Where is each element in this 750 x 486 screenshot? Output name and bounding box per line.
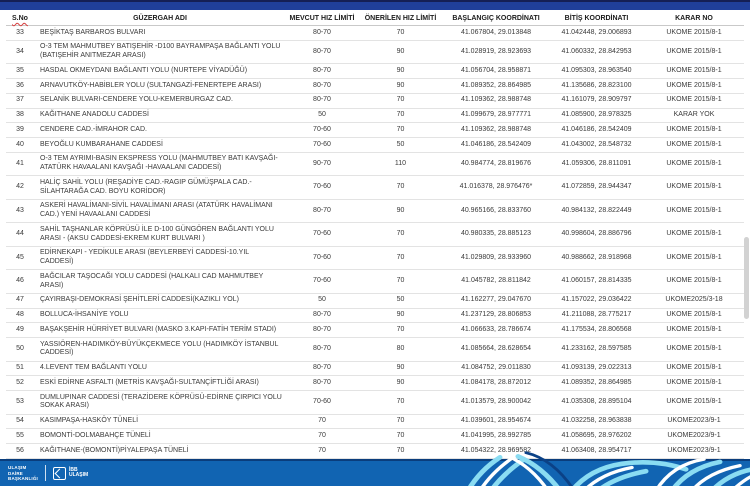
cell-start-coordinate: 41.084752, 29.011830 [443, 361, 549, 376]
cell-decision-no: UKOME 2015/8-1 [644, 93, 744, 108]
table-row [6, 64, 744, 79]
cell-current-limit: 80-70 [286, 93, 358, 108]
cell-sno: 40 [6, 138, 34, 153]
cell-proposed-limit: 70 [358, 391, 443, 415]
cell-sno: 42 [6, 176, 34, 200]
cell-decision-no: UKOME2023/9-1 [644, 414, 744, 429]
transport-department-logo [8, 465, 38, 481]
cell-end-coordinate: 41.063408, 28.954717 [549, 444, 644, 459]
footer-wave-pattern [460, 461, 750, 486]
cell-start-coordinate: 41.054322, 28.969582 [443, 444, 549, 459]
cell-decision-no: UKOME 2015/8-1 [644, 123, 744, 138]
top-title-bar [0, 0, 750, 10]
cell-sno: 34 [6, 40, 34, 64]
cell-proposed-limit: 70 [358, 323, 443, 338]
table-row [6, 79, 744, 94]
cell-sno: 37 [6, 93, 34, 108]
cell-start-coordinate: 41.089352, 28.864985 [443, 79, 549, 94]
cell-start-coordinate: 41.016378, 28.976476* [443, 176, 549, 200]
table-row [6, 338, 744, 362]
table-row [6, 391, 744, 415]
cell-route-name: BEYOĞLU KUMBARAHANE CADDESİ [34, 138, 286, 153]
cell-decision-no: UKOME 2015/8-1 [644, 270, 744, 294]
cell-decision-no: UKOME2025/3-18 [644, 293, 744, 308]
cell-sno: 36 [6, 79, 34, 94]
cell-end-coordinate: 41.059306, 28.811091 [549, 152, 644, 176]
cell-sno: 41 [6, 152, 34, 176]
table-row [6, 293, 744, 308]
cell-route-name: SELANİK BULVARI-CENDERE YOLU-KEMERBURGAZ CAD. [34, 93, 286, 108]
cell-start-coordinate: 41.046186, 28.542409 [443, 138, 549, 153]
cell-current-limit: 80-70 [286, 40, 358, 64]
table-row [6, 223, 744, 247]
cell-current-limit: 70 [286, 414, 358, 429]
cell-sno: 45 [6, 246, 34, 270]
ibb-ulasim-label [69, 468, 88, 480]
cell-route-name: BEŞİKTAŞ BARBAROS BULVARI [34, 26, 286, 41]
cell-proposed-limit: 90 [358, 361, 443, 376]
cell-proposed-limit: 70 [358, 123, 443, 138]
cell-sno: 46 [6, 270, 34, 294]
cell-start-coordinate: 41.013579, 28.900042 [443, 391, 549, 415]
cell-route-name: O-3 TEM MAHMUTBEY BATIŞEHİR -D100 BAYRAMPAŞA BAĞLANTI YOLU (BATIŞEHİR ANITMEZAR ARASI) [34, 40, 286, 64]
cell-proposed-limit: 90 [358, 308, 443, 323]
cell-decision-no: UKOME2023/9-1 [644, 444, 744, 459]
cell-sno: 43 [6, 199, 34, 223]
cell-decision-no: UKOME 2015/8-1 [644, 176, 744, 200]
cell-current-limit: 70-60 [286, 176, 358, 200]
ibb-line-1: İBB [69, 466, 78, 473]
cell-current-limit: 70 [286, 444, 358, 459]
cell-end-coordinate: 41.060332, 28.842953 [549, 40, 644, 64]
cell-current-limit: 80-70 [286, 308, 358, 323]
cell-start-coordinate: 41.109362, 28.988748 [443, 93, 549, 108]
cell-route-name: SAHİL TAŞHANLAR KÖPRÜSÜ İLE D-100 GÜNGÖREN BAĞLANTI YOLU ARASI - (AKSU CADDESİ-EKREM KURT BULVARI ) [34, 223, 286, 247]
table-row [6, 376, 744, 391]
cell-end-coordinate: 41.135686, 28.823100 [549, 79, 644, 94]
cell-current-limit: 80-70 [286, 26, 358, 41]
table-row [6, 40, 744, 64]
table-row [6, 444, 744, 459]
cell-proposed-limit: 90 [358, 64, 443, 79]
cell-sno: 44 [6, 223, 34, 247]
cell-decision-no: UKOME 2015/8-1 [644, 26, 744, 41]
cell-end-coordinate: 41.233162, 28.597585 [549, 338, 644, 362]
org-line-1: ULAŞIM [8, 465, 27, 471]
col-header-proposed-limit: ÖNERİLEN HIZ LİMİTİ [358, 12, 443, 26]
cell-proposed-limit: 70 [358, 93, 443, 108]
cell-start-coordinate: 41.085664, 28.628654 [443, 338, 549, 362]
table-row [6, 323, 744, 338]
cell-decision-no: UKOME 2015/8-1 [644, 308, 744, 323]
cell-current-limit: 70-60 [286, 223, 358, 247]
cell-proposed-limit: 90 [358, 376, 443, 391]
cell-start-coordinate: 41.162277, 29.047670 [443, 293, 549, 308]
table-row [6, 138, 744, 153]
ibb-ulasim-logo [53, 467, 88, 480]
cell-route-name: BAŞAKŞEHİR HÜRRİYET BULVARI (MASKO 3.KAPI-FATİH TERİM STADI) [34, 323, 286, 338]
cell-end-coordinate: 40.984132, 28.822449 [549, 199, 644, 223]
cell-decision-no: UKOME 2015/8-1 [644, 361, 744, 376]
table-area [0, 10, 750, 459]
cell-proposed-limit: 90 [358, 40, 443, 64]
ibb-line-2: ULAŞIM [69, 472, 89, 479]
table-row [6, 361, 744, 376]
cell-current-limit: 50 [286, 293, 358, 308]
cell-end-coordinate: 41.060157, 28.814335 [549, 270, 644, 294]
cell-current-limit: 70-60 [286, 246, 358, 270]
speed-limit-table [6, 12, 744, 459]
ibb-ulasim-icon [53, 467, 66, 480]
cell-route-name: ARNAVUTKÖY-HABİBLER YOLU (SULTANGAZİ-FENERTEPE ARASI) [34, 79, 286, 94]
cell-start-coordinate: 40.984774, 28.819676 [443, 152, 549, 176]
cell-decision-no: UKOME 2015/8-1 [644, 223, 744, 247]
cell-current-limit: 70-60 [286, 270, 358, 294]
cell-sno: 48 [6, 308, 34, 323]
cell-route-name: BOMONTİ-DOLMABAHÇE TÜNELİ [34, 429, 286, 444]
table-row [6, 270, 744, 294]
cell-current-limit: 70-60 [286, 138, 358, 153]
cell-end-coordinate: 41.085900, 28.978325 [549, 108, 644, 123]
cell-current-limit: 80-70 [286, 199, 358, 223]
cell-end-coordinate: 40.988662, 28.918968 [549, 246, 644, 270]
cell-decision-no: UKOME 2015/8-1 [644, 138, 744, 153]
cell-current-limit: 70-60 [286, 123, 358, 138]
cell-end-coordinate: 41.093139, 29.022313 [549, 361, 644, 376]
cell-proposed-limit: 110 [358, 152, 443, 176]
cell-start-coordinate: 41.084178, 28.872012 [443, 376, 549, 391]
cell-sno: 35 [6, 64, 34, 79]
table-row [6, 26, 744, 41]
cell-decision-no: KARAR YOK [644, 108, 744, 123]
cell-route-name: KAĞITHANE-(BOMONTİ)PİYALEPAŞA TÜNELİ [34, 444, 286, 459]
cell-start-coordinate: 41.041995, 28.992785 [443, 429, 549, 444]
cell-current-limit: 90-70 [286, 152, 358, 176]
cell-proposed-limit: 90 [358, 79, 443, 94]
table-header-row [6, 12, 744, 26]
cell-decision-no: UKOME 2015/8-1 [644, 323, 744, 338]
cell-route-name: ÇAYIRBAŞI-DEMOKRASİ ŞEHİTLERİ CADDESİ(KAZIKLI YOL) [34, 293, 286, 308]
cell-proposed-limit: 80 [358, 338, 443, 362]
cell-start-coordinate: 41.237129, 28.806853 [443, 308, 549, 323]
table-row [6, 152, 744, 176]
cell-start-coordinate: 41.045782, 28.811842 [443, 270, 549, 294]
col-header-start-coordinate: BAŞLANGIÇ KOORDİNATI [443, 12, 549, 26]
cell-proposed-limit: 70 [358, 270, 443, 294]
cell-start-coordinate: 41.099679, 28.977771 [443, 108, 549, 123]
cell-current-limit: 80-70 [286, 376, 358, 391]
cell-decision-no: UKOME 2015/8-1 [644, 40, 744, 64]
cell-sno: 51 [6, 361, 34, 376]
cell-sno: 53 [6, 391, 34, 415]
cell-route-name: ESKİ EDİRNE ASFALTI (METRİS KAVŞAĞI-SULTANÇİFTLİĞİ ARASI) [34, 376, 286, 391]
cell-current-limit: 50 [286, 108, 358, 123]
cell-end-coordinate: 41.211088, 28.775217 [549, 308, 644, 323]
col-header-end-coordinate: BİTİŞ KOORDİNATI [549, 12, 644, 26]
footer-bar [0, 459, 750, 486]
cell-route-name: HASDAL OKMEYDANI BAĞLANTI YOLU (NURTEPE VİYADÜĞÜ) [34, 64, 286, 79]
cell-proposed-limit: 70 [358, 444, 443, 459]
cell-sno: 52 [6, 376, 34, 391]
cell-proposed-limit: 70 [358, 176, 443, 200]
cell-start-coordinate: 41.056704, 28.958871 [443, 64, 549, 79]
cell-decision-no: UKOME 2015/8-1 [644, 79, 744, 94]
cell-end-coordinate: 41.043002, 28.548732 [549, 138, 644, 153]
cell-proposed-limit: 70 [358, 26, 443, 41]
col-header-sno-label: S.No [12, 15, 28, 22]
cell-decision-no: UKOME 2015/8-1 [644, 64, 744, 79]
cell-current-limit: 70 [286, 429, 358, 444]
cell-decision-no: UKOME 2015/8-1 [644, 338, 744, 362]
cell-end-coordinate: 40.998604, 28.886796 [549, 223, 644, 247]
cell-current-limit: 80-70 [286, 361, 358, 376]
cell-decision-no: UKOME 2015/8-1 [644, 199, 744, 223]
cell-start-coordinate: 41.029809, 28.933960 [443, 246, 549, 270]
cell-sno: 49 [6, 323, 34, 338]
cell-route-name: O-3 TEM AYRIMI-BASIN EKSPRESS YOLU (MAHMUTBEY BATI KAVŞAĞI-ATATÜRK HAVAALANI KAVŞAĞI -HAVAALANI CADDESİ) [34, 152, 286, 176]
cell-end-coordinate: 41.058695, 28.976202 [549, 429, 644, 444]
cell-route-name: BAĞCILAR TAŞOCAĞI YOLU CADDESİ (HALKALI CAD MAHMUTBEY ARASI) [34, 270, 286, 294]
cell-start-coordinate: 41.109362, 28.988748 [443, 123, 549, 138]
table-row [6, 176, 744, 200]
cell-end-coordinate: 41.046186, 28.542409 [549, 123, 644, 138]
cell-decision-no: UKOME2023/9-1 [644, 429, 744, 444]
cell-decision-no: UKOME 2015/8-1 [644, 376, 744, 391]
cell-decision-no: UKOME 2015/8-1 [644, 246, 744, 270]
cell-route-name: YASSIÖREN-HADIMKÖY-BÜYÜKÇEKMECE YOLU (HADIMKÖY İSTANBUL CADDESİ) [34, 338, 286, 362]
footer-logos [0, 465, 88, 481]
scrollbar-thumb[interactable] [744, 237, 749, 319]
cell-start-coordinate: 41.067804, 29.013848 [443, 26, 549, 41]
cell-proposed-limit: 70 [358, 223, 443, 247]
cell-route-name: DUMLUPINAR CADDESİ (TERAZİDERE KÖPRÜSÜ-EDİRNE ÇIRPICI YOLU SOKAK ARASI) [34, 391, 286, 415]
cell-current-limit: 80-70 [286, 64, 358, 79]
cell-end-coordinate: 41.089352, 28.864985 [549, 376, 644, 391]
table-row [6, 123, 744, 138]
cell-route-name: KAĞITHANE ANADOLU CADDESİ [34, 108, 286, 123]
cell-sno: 39 [6, 123, 34, 138]
cell-sno: 50 [6, 338, 34, 362]
cell-decision-no: UKOME 2015/8-1 [644, 152, 744, 176]
col-header-decision-no: KARAR NO [644, 12, 744, 26]
col-header-route: GÜZERGAH ADI [34, 12, 286, 26]
cell-route-name: 4.LEVENT TEM BAĞLANTI YOLU [34, 361, 286, 376]
cell-end-coordinate: 41.161079, 28.909797 [549, 93, 644, 108]
cell-end-coordinate: 41.035308, 28.895104 [549, 391, 644, 415]
cell-sno: 38 [6, 108, 34, 123]
cell-route-name: EDİRNEKAPI - YEDİKULE ARASI (BEYLERBEYİ CADDESİ-10.YIL CADDESİ) [34, 246, 286, 270]
cell-sno: 56 [6, 444, 34, 459]
cell-route-name: KASIMPAŞA-HASKÖY TÜNELİ [34, 414, 286, 429]
org-line-3: BAŞKANLIĞI [8, 475, 38, 481]
cell-end-coordinate: 41.072859, 28.944347 [549, 176, 644, 200]
cell-current-limit: 70-60 [286, 391, 358, 415]
cell-current-limit: 80-70 [286, 323, 358, 338]
cell-end-coordinate: 41.175534, 28.806568 [549, 323, 644, 338]
cell-proposed-limit: 70 [358, 108, 443, 123]
cell-sno: 55 [6, 429, 34, 444]
cell-end-coordinate: 41.095303, 28.963540 [549, 64, 644, 79]
cell-route-name: CENDERE CAD.-İMRAHOR CAD. [34, 123, 286, 138]
cell-decision-no: UKOME 2015/8-1 [644, 391, 744, 415]
cell-proposed-limit: 50 [358, 293, 443, 308]
cell-route-name: ASKERİ HAVALİMANI-SİVİL HAVALİMANI ARASI (ATATÜRK HAVALİMANI CAD.) YENİ HAVAALANI CADDESİ [34, 199, 286, 223]
cell-proposed-limit: 90 [358, 199, 443, 223]
org-line-2: DAİRE [8, 470, 24, 476]
table-row [6, 199, 744, 223]
table-row [6, 308, 744, 323]
cell-proposed-limit: 70 [358, 414, 443, 429]
cell-end-coordinate: 41.157022, 29.036422 [549, 293, 644, 308]
table-row [6, 108, 744, 123]
col-header-sno [6, 12, 34, 26]
cell-sno: 47 [6, 293, 34, 308]
cell-sno: 54 [6, 414, 34, 429]
cell-start-coordinate: 41.028919, 28.923693 [443, 40, 549, 64]
cell-proposed-limit: 70 [358, 429, 443, 444]
cell-end-coordinate: 41.042448, 29.006893 [549, 26, 644, 41]
cell-start-coordinate: 40.980335, 28.885123 [443, 223, 549, 247]
footer-divider [45, 465, 46, 481]
cell-sno: 33 [6, 26, 34, 41]
cell-route-name: BOLLUCA-İHSANİYE YOLU [34, 308, 286, 323]
cell-current-limit: 80-70 [286, 338, 358, 362]
cell-proposed-limit: 70 [358, 246, 443, 270]
cell-end-coordinate: 41.032258, 28.963838 [549, 414, 644, 429]
cell-route-name: HALİÇ SAHİL YOLU (REŞADİYE CAD.-RAGIP GÜMÜŞPALA CAD.-SİLAHTARAĞA CAD. BOYU KORİDOR) [34, 176, 286, 200]
table-row [6, 429, 744, 444]
table-row [6, 93, 744, 108]
table-row [6, 246, 744, 270]
cell-start-coordinate: 41.039601, 28.954674 [443, 414, 549, 429]
cell-current-limit: 80-70 [286, 79, 358, 94]
table-row [6, 414, 744, 429]
col-header-current-limit: MEVCUT HIZ LİMİTİ [286, 12, 358, 26]
cell-proposed-limit: 50 [358, 138, 443, 153]
cell-start-coordinate: 41.066633, 28.786674 [443, 323, 549, 338]
cell-start-coordinate: 40.965166, 28.833760 [443, 199, 549, 223]
